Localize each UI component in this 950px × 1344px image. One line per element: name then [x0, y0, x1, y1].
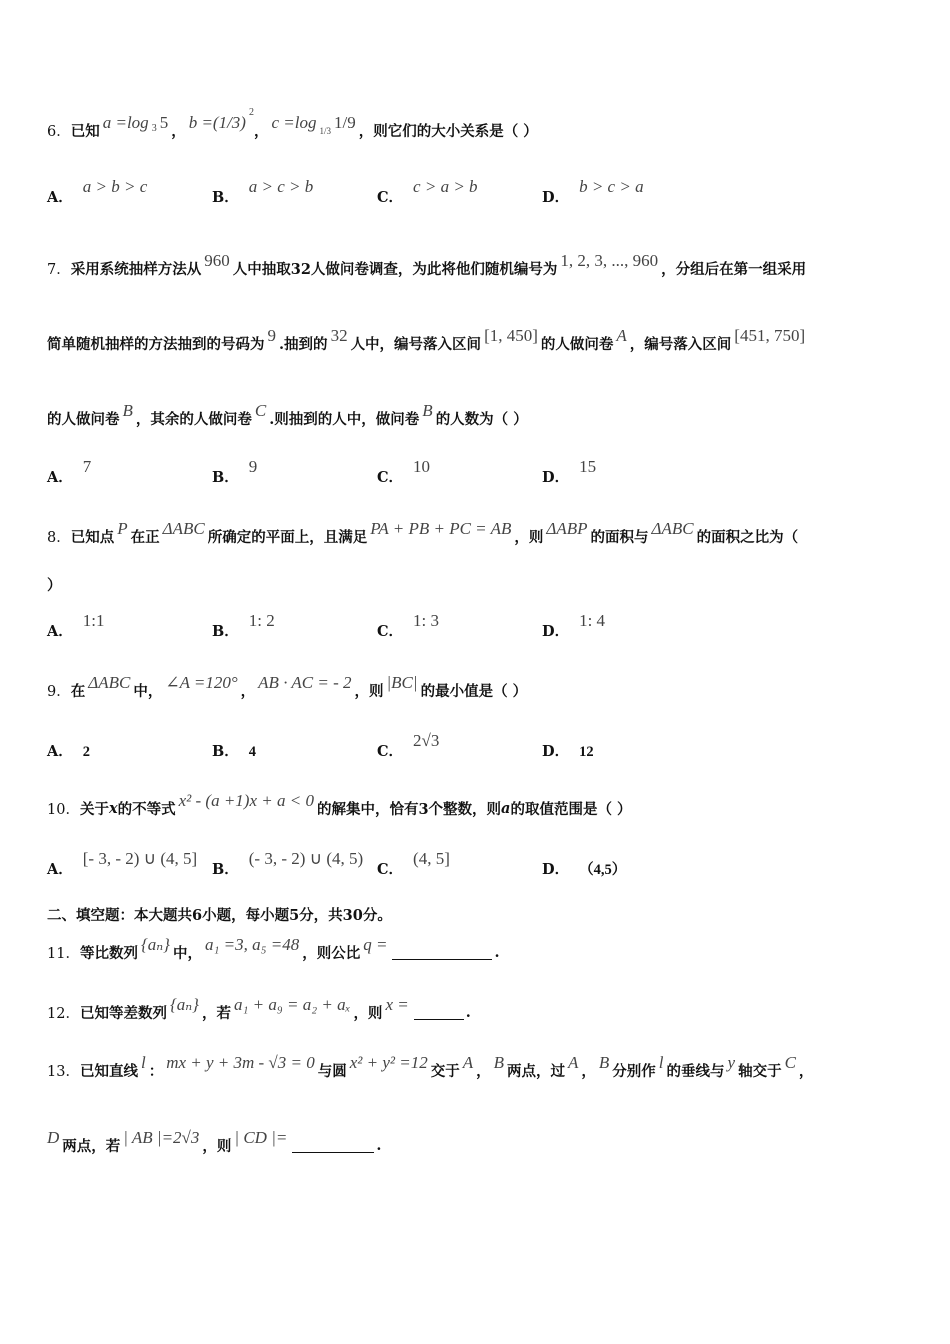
option-value: 1: 4 — [579, 611, 606, 630]
text: 分别作 — [612, 1063, 656, 1080]
math-var: B — [122, 400, 133, 420]
option-value: c > a > b — [413, 177, 478, 196]
option-label: B． — [212, 623, 239, 640]
option-b[interactable] — [212, 611, 275, 641]
option-label: D． — [542, 623, 570, 640]
math-fraction: 1/9 — [333, 112, 356, 132]
option-c[interactable] — [377, 457, 431, 487]
option-value: 12 — [579, 744, 594, 760]
math-var: B — [422, 400, 433, 420]
math-interval: [1, 450] — [484, 325, 538, 345]
option-d[interactable] — [542, 740, 594, 761]
math-equation: a₁ + a₉ = a₂ + aₓ — [233, 994, 351, 1014]
option-label: C． — [377, 743, 404, 760]
text: ，其余的人做问卷 — [135, 411, 252, 428]
option-value: 1: 3 — [413, 611, 440, 630]
text: ， — [581, 1063, 596, 1080]
text: . — [494, 944, 500, 961]
option-a[interactable] — [47, 849, 198, 879]
math-sup: 2 — [248, 107, 254, 118]
question-9-stem — [47, 672, 910, 701]
text: ） — [47, 577, 62, 594]
math-magnitude: |BC| — [386, 672, 418, 692]
text: 两点，若 — [62, 1138, 121, 1155]
text: ， — [798, 1063, 814, 1080]
math-var: A — [462, 1052, 474, 1072]
question-number: 10． — [47, 802, 80, 818]
option-value: a > b > c — [82, 177, 148, 196]
text: 的人数为（ ） — [435, 411, 528, 428]
math-given: a₁ =3, a₅ =48 — [204, 934, 300, 954]
option-label: D． — [542, 861, 570, 878]
text: 两点，过 — [507, 1063, 566, 1080]
option-label: A． — [47, 469, 73, 486]
option-a[interactable] — [47, 740, 90, 761]
option-b[interactable] — [212, 177, 314, 207]
math-var: D — [47, 1127, 60, 1147]
math-var: B — [493, 1052, 505, 1072]
math-b: b =(1/3) — [188, 112, 246, 132]
math-value: 5 — [159, 112, 169, 132]
text: ，若 — [201, 1005, 231, 1022]
math-sequence: 1, 2, 3, ..., 960 — [560, 250, 659, 270]
option-label: C． — [377, 623, 404, 640]
math-triangle: ΔABP — [546, 518, 588, 538]
text: 在 — [70, 683, 86, 700]
math-magnitude: | CD |= — [234, 1127, 288, 1147]
text: 已知 — [70, 123, 100, 140]
option-b[interactable] — [212, 457, 258, 487]
option-value: 4 — [248, 744, 257, 760]
text: 中， — [133, 683, 163, 700]
option-label: C． — [377, 189, 404, 206]
text: ，则 — [354, 683, 384, 700]
option-value: 1: 2 — [248, 611, 275, 630]
option-c[interactable] — [377, 611, 440, 641]
question-number: 9． — [47, 684, 71, 700]
math-inequality: x² - (a +1)x + a < 0 — [178, 790, 314, 810]
math-line-equation: mx + y + 3m - √3 = 0 — [166, 1052, 315, 1072]
text: 简单随机抽样的方法抽到的号码为 — [47, 336, 265, 353]
text: 的取值范围是（ ） — [510, 801, 632, 818]
text: 的解集中，恰有3个整数，则 — [316, 801, 502, 818]
text: 交于 — [430, 1063, 460, 1080]
option-label: A． — [47, 189, 73, 206]
option-c[interactable] — [377, 731, 440, 761]
text: 轴交于 — [738, 1063, 782, 1080]
math-var: B — [598, 1052, 610, 1072]
math-sub: 3 — [151, 123, 157, 134]
question-8-stem-cont — [47, 574, 910, 595]
option-b[interactable] — [212, 740, 256, 761]
text: ， — [253, 123, 269, 140]
math-var: C — [784, 1052, 796, 1072]
math-var: a — [501, 800, 511, 817]
text: 已知直线 — [79, 1063, 138, 1080]
option-label: C． — [377, 469, 404, 486]
option-label: A． — [47, 861, 73, 878]
question-number: 8． — [47, 530, 71, 546]
text: 的最小值是（ ） — [420, 683, 528, 700]
option-a[interactable] — [47, 177, 148, 207]
question-number: 12． — [47, 1006, 80, 1022]
math-a: a =log — [102, 112, 149, 132]
text: 关于 — [79, 801, 109, 818]
option-value: b > c > a — [579, 177, 644, 196]
text: 的人做问卷 — [540, 336, 614, 353]
question-number: 13． — [47, 1064, 80, 1080]
question-7-line-1 — [47, 250, 910, 279]
option-value: （4,5） — [579, 862, 627, 878]
option-value: a > c > b — [248, 177, 314, 196]
answer-blank[interactable] — [392, 945, 492, 960]
option-label: B． — [212, 469, 239, 486]
text: 所确定的平面上，且满足 — [207, 529, 368, 546]
question-7-line-3 — [47, 400, 910, 429]
option-d[interactable] — [542, 858, 626, 879]
option-label: A． — [47, 623, 73, 640]
option-c[interactable] — [377, 849, 450, 879]
option-b[interactable] — [212, 849, 364, 879]
math-interval: [451, 750] — [734, 325, 806, 345]
question-11-stem — [47, 934, 910, 963]
math-var: l — [658, 1052, 664, 1072]
text: ， — [240, 683, 256, 700]
text: ， — [171, 123, 186, 140]
question-number: 7． — [47, 262, 71, 278]
question-10-stem — [47, 790, 910, 819]
question-number: 11． — [47, 946, 80, 962]
math-angle: ∠A =120° — [165, 672, 238, 692]
math-var: y — [727, 1052, 736, 1072]
text: 人中抽取32人做问卷调查，为此将他们随机编号为 — [232, 261, 558, 278]
math-var: A — [568, 1052, 579, 1072]
text: 已知点 — [70, 529, 115, 546]
text: . — [376, 1137, 382, 1154]
math-var: x — [108, 800, 118, 817]
math-triangle: ΔABC — [88, 672, 131, 692]
text: ，分组后在第一组采用 — [661, 261, 807, 278]
text: ，编号落入区间 — [629, 336, 732, 353]
option-value: 1:1 — [82, 611, 105, 630]
option-value: 9 — [248, 457, 258, 476]
option-value: 10 — [413, 457, 431, 476]
option-a[interactable] — [47, 611, 105, 641]
math-var: l — [140, 1052, 146, 1072]
math-vector-equation: PA + PB + PC = AB — [370, 518, 512, 538]
text: 中， — [172, 945, 202, 962]
option-d[interactable] — [542, 177, 644, 207]
math-var: x = — [385, 994, 409, 1014]
question-7-line-2 — [47, 325, 910, 354]
text: 人中，编号落入区间 — [350, 336, 482, 353]
math-value: 32 — [330, 325, 348, 345]
text: . — [465, 1004, 471, 1021]
option-label: D． — [542, 469, 570, 486]
text: ： — [148, 1063, 164, 1080]
math-sequence: {aₙ} — [140, 934, 170, 954]
text: 采用系统抽样方法从 — [70, 261, 202, 278]
answer-blank[interactable] — [292, 1138, 374, 1153]
option-label: B． — [212, 861, 239, 878]
text: ，则 — [202, 1138, 232, 1155]
text: 的人做问卷 — [47, 411, 120, 428]
option-c[interactable] — [377, 177, 478, 207]
option-label: D． — [542, 189, 570, 206]
option-value: 7 — [82, 457, 92, 476]
math-magnitude: | AB |=2√3 — [123, 1127, 200, 1147]
text: 的垂线与 — [666, 1063, 725, 1080]
option-d[interactable] — [542, 611, 606, 641]
option-value: (- 3, - 2) ∪ (4, 5) — [248, 849, 364, 868]
text: 的不等式 — [117, 801, 176, 818]
math-value: 9 — [267, 325, 276, 345]
text: 的面积与 — [590, 529, 649, 546]
text: 等比数列 — [79, 945, 138, 962]
text: 与圆 — [317, 1063, 347, 1080]
text: 的面积之比为（ — [696, 529, 799, 546]
math-c: c =log — [271, 112, 317, 132]
option-label: B． — [212, 743, 239, 760]
text: ，则 — [353, 1005, 383, 1022]
math-circle-equation: x² + y² =12 — [349, 1052, 428, 1072]
question-number: 6． — [47, 124, 71, 140]
math-var: q = — [363, 934, 388, 954]
option-value: 15 — [579, 457, 597, 476]
section-heading: 二、填空题：本大题共6小题，每小题5分，共30分。 — [47, 907, 392, 924]
math-var: P — [117, 518, 128, 538]
text: ，则 — [514, 529, 544, 546]
answer-blank[interactable] — [414, 1005, 464, 1020]
math-triangle: ΔABC — [651, 518, 694, 538]
option-value: 2 — [82, 744, 91, 760]
math-var: A — [616, 325, 627, 345]
question-8-stem — [47, 518, 910, 547]
math-sub: 1/3 — [319, 125, 331, 136]
question-12-stem — [47, 994, 910, 1023]
question-6-stem — [47, 107, 910, 141]
text: 已知等差数列 — [79, 1005, 167, 1022]
math-value: 960 — [204, 250, 230, 270]
math-dot-product: AB · AC = - 2 — [258, 672, 352, 692]
option-value: 2√3 — [413, 731, 440, 750]
option-label: C． — [377, 861, 404, 878]
text: 在正 — [130, 529, 160, 546]
text: .则抽到的人中，做问卷 — [269, 411, 420, 428]
option-label: D． — [542, 743, 570, 760]
math-var: C — [254, 400, 267, 420]
option-value: (4, 5] — [413, 849, 450, 868]
text: .抽到的 — [279, 336, 328, 353]
math-sequence: {aₙ} — [169, 994, 199, 1014]
text: ， — [476, 1063, 491, 1080]
option-value: [- 3, - 2) ∪ (4, 5] — [82, 849, 198, 868]
option-label: B． — [212, 189, 239, 206]
question-13-line-1 — [47, 1052, 910, 1081]
question-13-line-2 — [47, 1127, 910, 1156]
option-d[interactable] — [542, 457, 597, 487]
option-label: A． — [47, 743, 73, 760]
text: ，则它们的大小关系是（ ） — [358, 123, 538, 140]
option-a[interactable] — [47, 457, 92, 487]
math-triangle: ΔABC — [162, 518, 205, 538]
text: ，则公比 — [302, 945, 361, 962]
